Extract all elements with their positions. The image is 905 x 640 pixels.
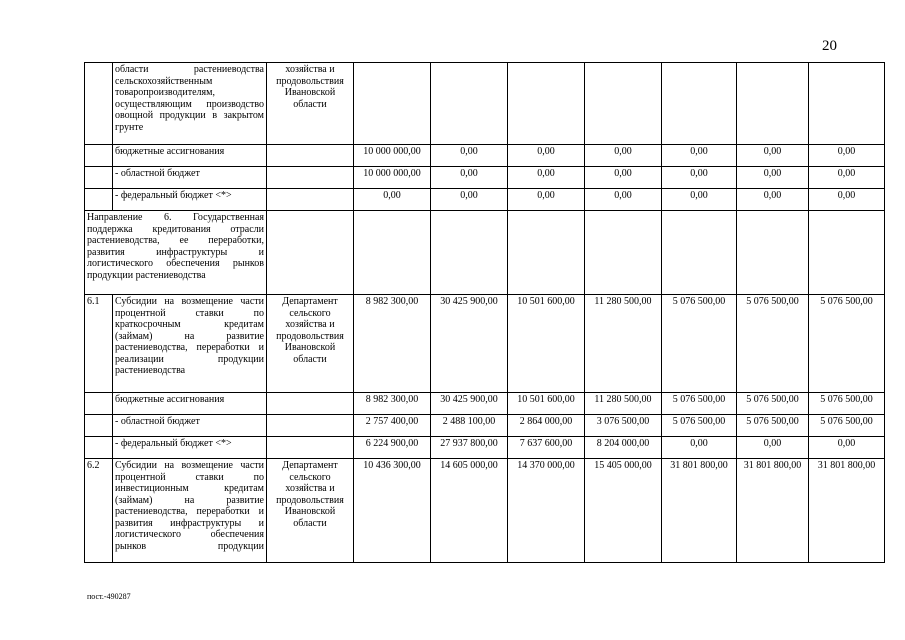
amount-cell: 5 076 500,00 (809, 295, 885, 393)
executor-line: области (293, 98, 327, 110)
text-line: инвестиционным кредитам (115, 483, 264, 494)
amount-cell (737, 63, 809, 145)
amount-cell: 0,00 (809, 437, 885, 459)
amount-cell (662, 211, 737, 295)
measure-name-cell (113, 295, 267, 393)
amount-cell: 11 280 500,00 (585, 393, 662, 415)
executor-cell (267, 63, 354, 145)
amount-cell: 0,00 (662, 189, 737, 211)
text-line: развития инфраструктуры и (115, 517, 264, 529)
amount-cell: 5 076 500,00 (737, 393, 809, 415)
text-line: рынков продукции (115, 540, 264, 552)
executor-cell (267, 437, 354, 459)
amount-cell: 5 076 500,00 (662, 415, 737, 437)
budget-row (85, 167, 885, 189)
text-line: реализации продукции (115, 353, 264, 365)
amount-cell (508, 211, 585, 295)
text-line: поддержка кредитования отрасли (87, 223, 264, 235)
text-line: Субсидии на возмещение части (115, 460, 264, 471)
measure-name-cell (113, 63, 267, 145)
amount-cell: 2 488 100,00 (431, 415, 508, 437)
amount-cell: 0,00 (585, 167, 662, 189)
item-number: 6.1 (85, 295, 113, 393)
executor-cell (267, 167, 354, 189)
executor-cell (267, 393, 354, 415)
amount-cell: 0,00 (508, 167, 585, 189)
amount-cell: 0,00 (662, 437, 737, 459)
amount-cell: 2 864 000,00 (508, 415, 585, 437)
amount-cell: 2 757 400,00 (354, 415, 431, 437)
amount-cell: 10 501 600,00 (508, 393, 585, 415)
budget-row (85, 393, 885, 415)
budget-row (85, 437, 885, 459)
text-line: овощной продукции в закрытом (115, 110, 264, 121)
amount-cell: 10 436 300,00 (354, 459, 431, 563)
executor-cell (267, 145, 354, 167)
executor-line: области (293, 353, 327, 365)
amount-cell (809, 63, 885, 145)
amount-cell: 0,00 (737, 145, 809, 167)
amount-cell: 10 501 600,00 (508, 295, 585, 393)
amount-cell: 10 000 000,00 (354, 167, 431, 189)
table-row-continuation (85, 63, 885, 145)
amount-cell: 30 425 900,00 (431, 393, 508, 415)
direction-title-cell (85, 211, 267, 295)
amount-cell: 0,00 (431, 189, 508, 211)
executor-line: хозяйства и (285, 319, 335, 330)
page-number: 20 (822, 38, 837, 54)
amount-cell: 11 280 500,00 (585, 295, 662, 393)
amount-cell: 5 076 500,00 (662, 295, 737, 393)
text-line: осуществляющим производство (115, 98, 264, 110)
amount-cell: 0,00 (737, 437, 809, 459)
amount-cell: 27 937 800,00 (431, 437, 508, 459)
amount-cell (809, 211, 885, 295)
budget-label-cell: - областной бюджет (113, 167, 267, 189)
amount-cell: 14 370 000,00 (508, 459, 585, 563)
item-number: 6.2 (85, 459, 113, 563)
text-line: сельскохозяйственным (115, 75, 213, 87)
number-cell (85, 415, 113, 437)
number-cell (85, 189, 113, 211)
budget-label-cell: - федеральный бюджет <*> (113, 189, 267, 211)
executor-line: продовольствия (276, 75, 344, 87)
executor-line: Департамент (282, 296, 338, 307)
direction-row (85, 211, 885, 295)
document-code: пост.-490287 (87, 592, 131, 601)
text-line: (займам) на развитие (115, 330, 264, 342)
budget-label-cell: - областной бюджет (113, 415, 267, 437)
amount-cell (354, 211, 431, 295)
amount-cell: 0,00 (737, 167, 809, 189)
amount-cell: 0,00 (354, 189, 431, 211)
amount-cell: 10 000 000,00 (354, 145, 431, 167)
amount-cell: 0,00 (662, 167, 737, 189)
executor-line: Ивановской (284, 342, 336, 353)
text-line: растениеводства, переработки и (115, 506, 264, 517)
executor-line: сельского (289, 307, 331, 319)
measure-row-6-2 (85, 459, 885, 563)
amount-cell: 15 405 000,00 (585, 459, 662, 563)
text-line: краткосрочным кредитам (115, 319, 264, 330)
text-line: (займам) на развитие (115, 494, 264, 506)
text-line: растениеводства, ее переработки, (87, 235, 264, 246)
amount-cell: 0,00 (809, 167, 885, 189)
text-line: логистического обеспечения (115, 529, 264, 540)
amount-cell: 5 076 500,00 (809, 415, 885, 437)
budget-label-cell: бюджетные ассигнования (113, 393, 267, 415)
measure-name-cell (113, 459, 267, 563)
amount-cell: 8 982 300,00 (354, 295, 431, 393)
text-line: продукции растениеводства (87, 269, 206, 281)
text-line: области растениеводства (115, 64, 264, 75)
text-line: Направление 6. Государственная (87, 212, 264, 223)
executor-line: продовольствия (276, 330, 344, 342)
amount-cell: 0,00 (431, 145, 508, 167)
number-cell (85, 145, 113, 167)
budget-row (85, 145, 885, 167)
budget-table (84, 62, 885, 563)
amount-cell (662, 63, 737, 145)
amount-cell: 0,00 (431, 167, 508, 189)
measure-row-6-1 (85, 295, 885, 393)
amount-cell (431, 211, 508, 295)
amount-cell: 3 076 500,00 (585, 415, 662, 437)
amount-cell: 0,00 (508, 189, 585, 211)
budget-label-cell: бюджетные ассигнования (113, 145, 267, 167)
number-cell (85, 393, 113, 415)
executor-cell (267, 211, 354, 295)
amount-cell: 5 076 500,00 (737, 295, 809, 393)
executor-line: сельского (289, 471, 331, 483)
amount-cell: 8 204 000,00 (585, 437, 662, 459)
executor-cell (267, 459, 354, 563)
amount-cell: 5 076 500,00 (662, 393, 737, 415)
amount-cell: 5 076 500,00 (737, 415, 809, 437)
amount-cell: 5 076 500,00 (809, 393, 885, 415)
budget-label-cell: - федеральный бюджет <*> (113, 437, 267, 459)
text-line: логистического обеспечения рынков (87, 258, 264, 269)
amount-cell (737, 211, 809, 295)
amount-cell: 0,00 (809, 145, 885, 167)
amount-cell (585, 63, 662, 145)
executor-cell (267, 415, 354, 437)
number-cell (85, 167, 113, 189)
amount-cell: 0,00 (809, 189, 885, 211)
amount-cell: 7 637 600,00 (508, 437, 585, 459)
executor-line: Ивановской (284, 87, 336, 98)
amount-cell (508, 63, 585, 145)
amount-cell: 0,00 (508, 145, 585, 167)
executor-cell (267, 295, 354, 393)
amount-cell: 30 425 900,00 (431, 295, 508, 393)
text-line: развития инфраструктуры и (87, 246, 264, 258)
amount-cell: 0,00 (585, 189, 662, 211)
text-line: процентной ставки по (115, 307, 264, 319)
executor-line: Департамент (282, 460, 338, 471)
text-line: грунте (115, 121, 144, 133)
amount-cell: 0,00 (662, 145, 737, 167)
executor-cell (267, 189, 354, 211)
text-line: растениеводства (115, 365, 186, 376)
budget-row (85, 415, 885, 437)
number-cell (85, 63, 113, 145)
executor-line: хозяйства и (285, 483, 335, 494)
amount-cell (431, 63, 508, 145)
amount-cell: 8 982 300,00 (354, 393, 431, 415)
executor-line: области (293, 517, 327, 529)
executor-line: хозяйства и (285, 64, 335, 75)
amount-cell: 31 801 800,00 (662, 459, 737, 563)
text-line: товаропроизводителям, (115, 87, 215, 98)
amount-cell: 31 801 800,00 (737, 459, 809, 563)
amount-cell: 14 605 000,00 (431, 459, 508, 563)
text-line: процентной ставки по (115, 471, 264, 483)
executor-line: Ивановской (284, 506, 336, 517)
executor-line: продовольствия (276, 494, 344, 506)
budget-row (85, 189, 885, 211)
amount-cell: 0,00 (737, 189, 809, 211)
amount-cell (585, 211, 662, 295)
amount-cell: 0,00 (585, 145, 662, 167)
amount-cell: 6 224 900,00 (354, 437, 431, 459)
number-cell (85, 437, 113, 459)
text-line: Субсидии на возмещение части (115, 296, 264, 307)
text-line: растениеводства, переработки и (115, 342, 264, 353)
amount-cell: 31 801 800,00 (809, 459, 885, 563)
amount-cell (354, 63, 431, 145)
